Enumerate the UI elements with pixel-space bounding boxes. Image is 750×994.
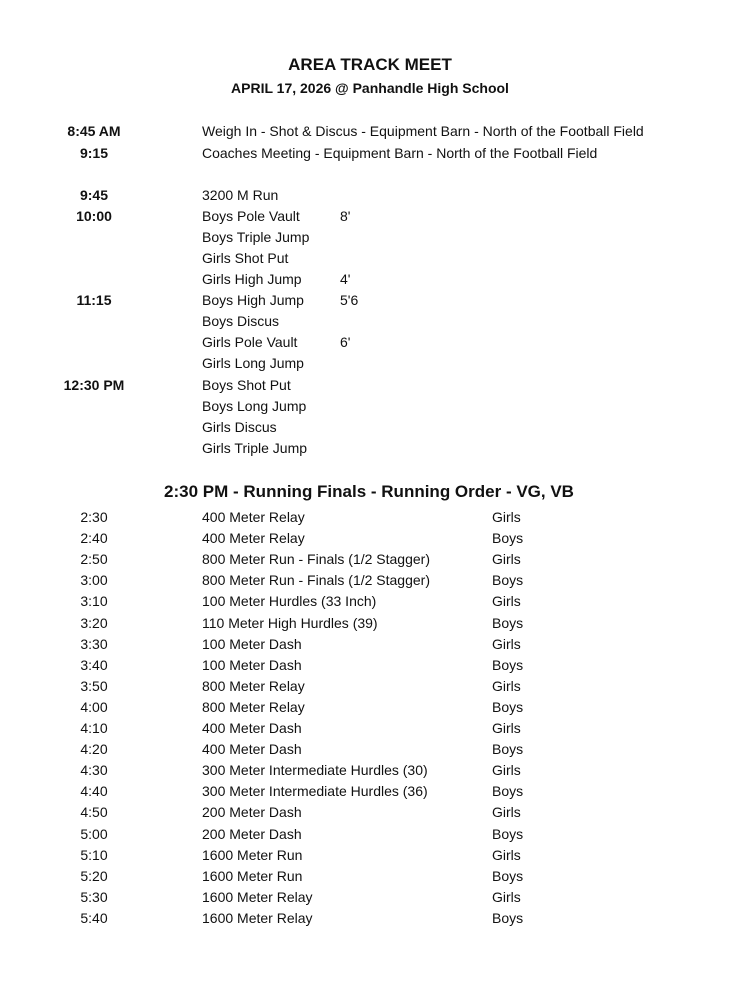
finals-event: 200 Meter Dash: [202, 804, 302, 821]
finals-gender: Girls: [492, 804, 521, 821]
finals-event: 1600 Meter Relay: [202, 888, 313, 905]
finals-gender: Girls: [492, 762, 521, 779]
schedule-event: Weigh In - Shot & Discus - Equipment Barn - North of the Football Field: [202, 123, 644, 139]
finals-time: 4:30: [80, 762, 108, 779]
finals-time: 2:40: [80, 530, 108, 547]
finals-gender: Boys: [492, 572, 524, 589]
finals-event: 800 Meter Relay: [202, 698, 305, 715]
finals-row: [0, 739, 750, 760]
finals-event: 400 Meter Relay: [202, 509, 305, 525]
page-subtitle: APRIL 17, 2026 @ Panhandle High School: [231, 80, 509, 96]
schedule-event: Girls Triple Jump: [202, 440, 308, 456]
finals-event: 100 Meter Dash: [202, 656, 302, 673]
schedule-time: 11:15: [76, 292, 112, 308]
schedule-event: Girls Shot Put: [202, 250, 289, 266]
finals-time: 3:10: [80, 593, 108, 610]
finals-gender: Girls: [492, 593, 521, 610]
schedule-height: 5'6: [340, 292, 359, 308]
finals-time: 3:50: [80, 677, 108, 694]
finals-row: [0, 507, 750, 528]
schedule-row: [0, 353, 750, 374]
finals-event: 100 Meter Hurdles (33 Inch): [202, 593, 377, 610]
schedule-event: Girls Discus: [202, 419, 277, 435]
schedule-row: [0, 438, 750, 459]
schedule-row: [0, 248, 750, 269]
finals-gender: Boys: [492, 656, 524, 673]
finals-gender: Girls: [492, 509, 521, 525]
finals-event: 800 Meter Run - Finals (1/2 Stagger): [202, 572, 430, 589]
finals-time: 4:40: [80, 783, 108, 800]
finals-gender: Boys: [492, 783, 524, 800]
finals-time: 5:30: [80, 888, 108, 905]
finals-gender: Girls: [492, 846, 521, 863]
finals-row: [0, 613, 750, 634]
finals-time: 2:30: [80, 509, 108, 525]
finals-row: [0, 781, 750, 802]
finals-row: [0, 802, 750, 823]
finals-gender: Girls: [492, 720, 521, 736]
schedule-height: 6': [340, 334, 351, 350]
finals-time: 3:30: [80, 635, 108, 652]
finals-event: 400 Meter Relay: [202, 530, 305, 547]
schedule-event: 3200 M Run: [202, 187, 279, 203]
finals-gender: Girls: [492, 677, 521, 694]
finals-row: [0, 908, 750, 929]
finals-event: 1600 Meter Relay: [202, 909, 313, 926]
finals-event: 110 Meter High Hurdles (39): [202, 614, 378, 631]
finals-time: 5:10: [80, 846, 108, 863]
finals-time: 5:00: [80, 825, 108, 842]
finals-gender: Girls: [492, 551, 521, 568]
finals-event: 800 Meter Run - Finals (1/2 Stagger): [202, 551, 430, 568]
schedule-event: Boys Discus: [202, 313, 280, 329]
finals-time: 4:50: [80, 804, 108, 821]
schedule-event: Girls High Jump: [202, 271, 302, 287]
finals-row: [0, 824, 750, 845]
finals-row: [0, 655, 750, 676]
finals-row: [0, 634, 750, 655]
finals-gender: Boys: [492, 825, 524, 842]
finals-event: 1600 Meter Run: [202, 846, 303, 863]
finals-row: [0, 866, 750, 887]
finals-time: 3:20: [80, 614, 108, 631]
finals-time: 5:20: [80, 867, 108, 884]
finals-row: [0, 570, 750, 591]
finals-time: 5:40: [80, 909, 108, 926]
schedule-height: 8': [340, 208, 351, 224]
schedule-row: [0, 332, 750, 353]
finals-gender: Boys: [492, 741, 524, 758]
finals-event: 300 Meter Intermediate Hurdles (36): [202, 783, 428, 800]
schedule-row: [0, 206, 750, 227]
schedule-row: [0, 185, 750, 206]
schedule-time: 8:45 AM: [67, 123, 121, 139]
finals-gender: Girls: [492, 635, 521, 652]
schedule-row: [0, 227, 750, 248]
finals-time: 4:10: [80, 720, 108, 736]
schedule-row: [0, 311, 750, 332]
finals-time: 2:50: [80, 551, 108, 568]
schedule-row: [0, 375, 750, 396]
schedule-event: Boys Long Jump: [202, 398, 307, 414]
finals-event: 800 Meter Relay: [202, 677, 305, 694]
finals-time: 3:00: [80, 572, 108, 589]
page-title: AREA TRACK MEET: [288, 55, 452, 74]
finals-time: 4:20: [80, 741, 108, 758]
finals-row: [0, 528, 750, 549]
schedule-time: 12:30 PM: [63, 377, 125, 393]
schedule-event: Boys Shot Put: [202, 377, 291, 393]
schedule-event: Boys Triple Jump: [202, 229, 310, 245]
finals-gender: Girls: [492, 888, 521, 905]
finals-row: [0, 760, 750, 781]
finals-row: [0, 718, 750, 739]
schedule-time: 9:15: [79, 145, 109, 161]
finals-row: [0, 845, 750, 866]
finals-time: 3:40: [80, 656, 108, 673]
finals-time: 4:00: [80, 698, 108, 715]
finals-gender: Boys: [492, 698, 524, 715]
schedule-time: 9:45: [79, 187, 109, 203]
finals-row: [0, 887, 750, 908]
finals-event: 300 Meter Intermediate Hurdles (30): [202, 762, 428, 779]
finals-event: 200 Meter Dash: [202, 825, 302, 842]
finals-row: [0, 676, 750, 697]
finals-heading: 2:30 PM - Running Finals - Running Order - VG, VB: [164, 482, 574, 501]
schedule-height: 4': [340, 271, 351, 287]
schedule-row: [0, 290, 750, 311]
schedule-row: [0, 396, 750, 417]
finals-row: [0, 697, 750, 718]
finals-event: 1600 Meter Run: [202, 867, 303, 884]
finals-row: [0, 549, 750, 570]
finals-gender: Boys: [492, 909, 524, 926]
schedule-row: [0, 269, 750, 290]
finals-gender: Boys: [492, 530, 524, 547]
schedule-event: Girls Long Jump: [202, 355, 304, 371]
finals-event: 400 Meter Dash: [202, 720, 302, 736]
schedule-row: [0, 121, 750, 142]
schedule-event: Boys Pole Vault: [202, 208, 300, 224]
schedule-row: [0, 143, 750, 164]
schedule-event: Girls Pole Vault: [202, 334, 298, 350]
schedule-row: [0, 417, 750, 438]
finals-event: 100 Meter Dash: [202, 635, 302, 652]
finals-gender: Boys: [492, 867, 524, 884]
schedule-event: Coaches Meeting - Equipment Barn - North of the Football Field: [202, 145, 598, 161]
schedule-time: 10:00: [76, 208, 112, 224]
finals-row: [0, 591, 750, 612]
schedule-event: Boys High Jump: [202, 292, 304, 308]
finals-gender: Boys: [492, 614, 524, 631]
finals-event: 400 Meter Dash: [202, 741, 302, 758]
